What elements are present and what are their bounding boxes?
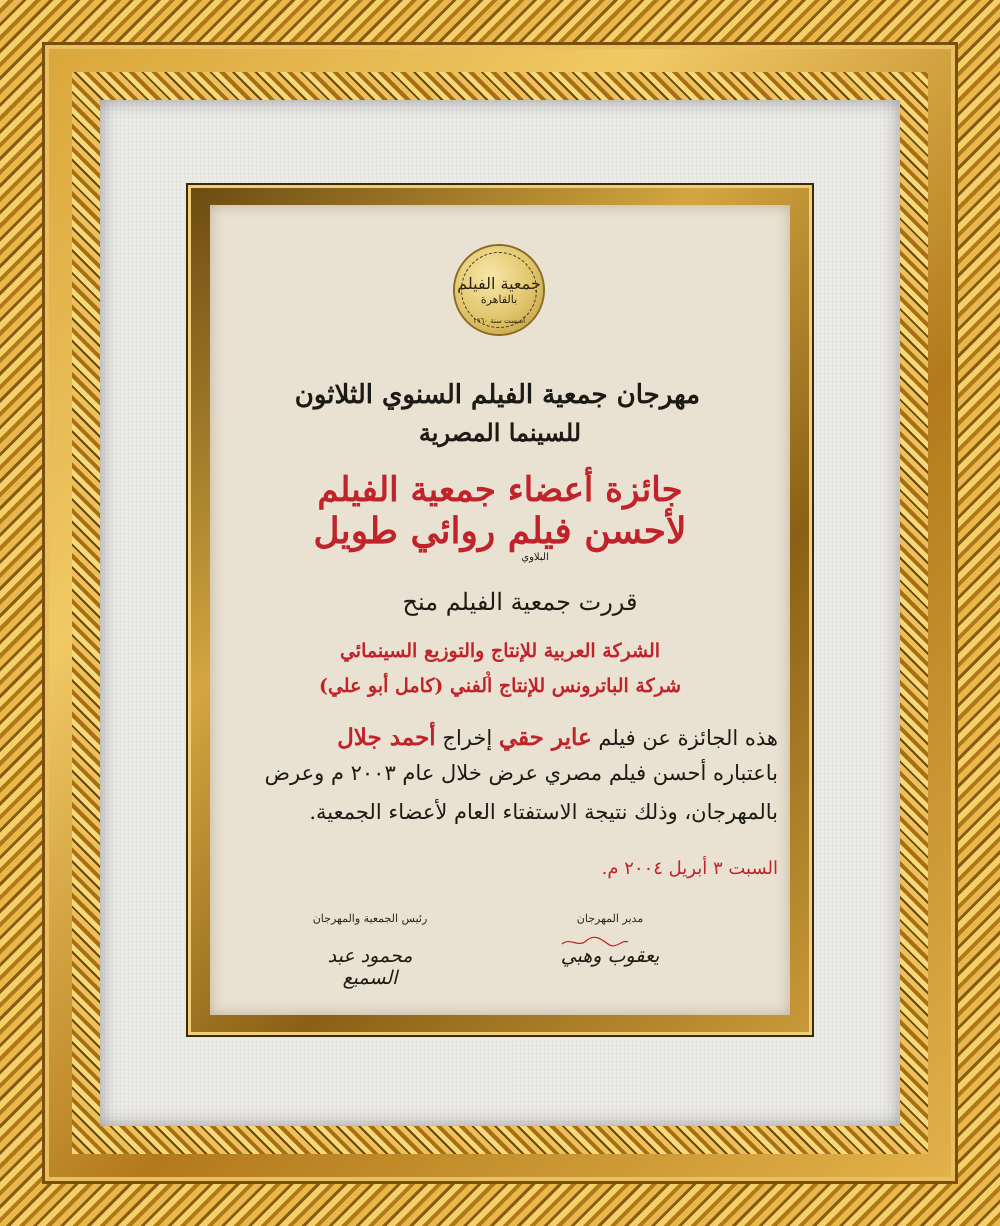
calligrapher-signature: البلاوي	[521, 552, 549, 563]
award-date: السبت ٣ أبريل ٢٠٠٤ م.	[601, 858, 778, 879]
film-title: عاير حقي	[498, 724, 592, 751]
seal-name: جمعية الفيلم	[457, 273, 541, 293]
directed-by-text: إخراج	[442, 726, 493, 750]
award-paragraph-line1	[337, 724, 778, 751]
award-for-film-text: هذه الجائزة عن فيلم	[598, 726, 778, 750]
cinema-subtitle: للسينما المصرية	[418, 418, 582, 447]
award-title-line2: لأحسن فيلم روائي طويل	[313, 510, 687, 552]
award-paragraph-line2: باعتباره أحسن فيلم مصري عرض خلال عام ٢٠٠٣ م وعرض	[264, 761, 778, 785]
seal-founded: أسست سنة ١٩٦٠	[472, 317, 526, 325]
festival-director-title: مدير المهرجان	[576, 912, 644, 925]
decision-line: قررت جمعية الفيلم منح	[402, 588, 638, 616]
festival-director-signature: يعقوب وهبي	[560, 945, 660, 967]
seal-city: بالقاهرة	[480, 292, 518, 306]
president-signature-block	[300, 912, 440, 989]
festival-title: مهرجان جمعية الفيلم السنوي الثلاثون	[294, 380, 700, 410]
award-title-line1: جائزة أعضاء جمعية الفيلم	[317, 470, 683, 510]
director-name: أحمد جلال	[337, 724, 436, 751]
recipient-company-2: شركة الباترونس للإنتاج الفني (كامل أبو علي)	[318, 675, 682, 697]
recipient-company-1: الشركة العربية للإنتاج والتوزيع السينمائي	[339, 640, 661, 662]
award-paragraph-line3: بالمهرجان، وذلك نتيجة الاستفتاء العام لأعضاء الجمعية.	[309, 800, 778, 824]
conjunction-and: و	[485, 664, 491, 678]
red-ink-signature	[560, 935, 630, 949]
president-title: رئيس الجمعية والمهرجان	[312, 912, 428, 925]
president-signature: محمود عبد السميع	[327, 945, 413, 989]
film-society-seal	[455, 246, 543, 334]
